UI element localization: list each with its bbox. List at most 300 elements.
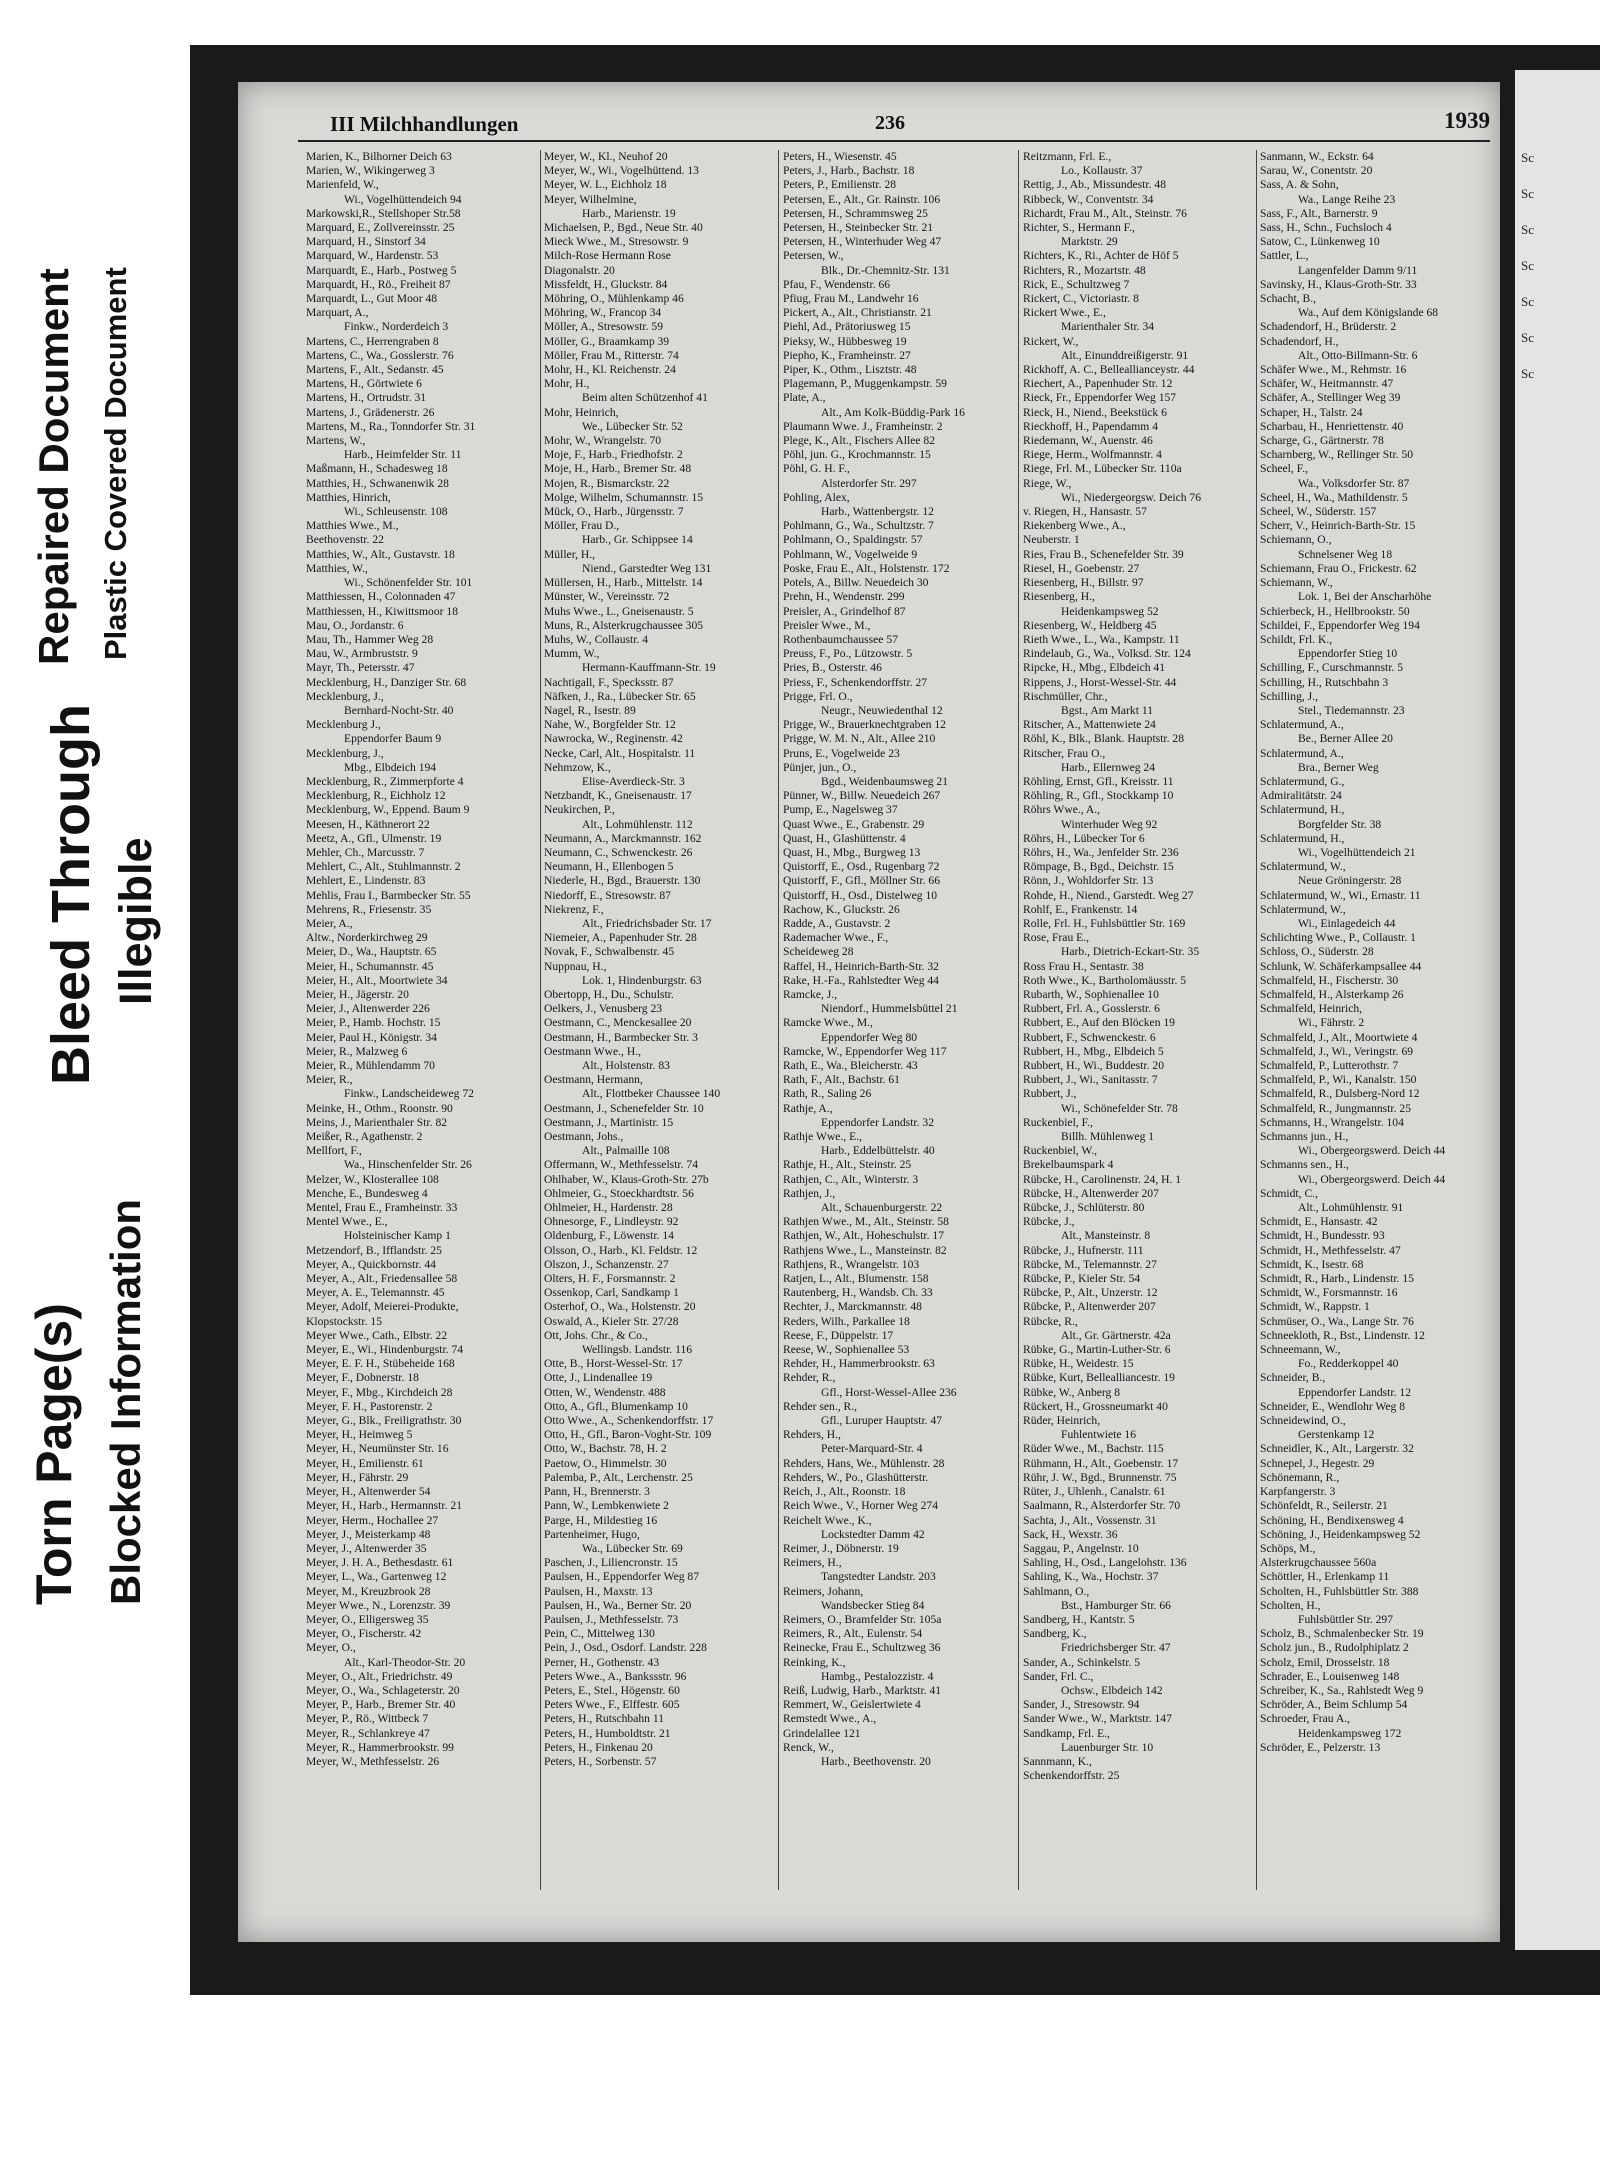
directory-entry: Mecklenburg, R., Zimmerpforte 4 [306,774,464,788]
directory-entry: Schlatermund, W., [1260,902,1346,916]
directory-entry: Reimers, H., [783,1556,842,1570]
directory-entry: Eppendorfer Landstr. 12 [1298,1385,1412,1399]
directory-entry: Pann, W., Lembkenwiete 2 [544,1499,669,1513]
directory-entry: Obertopp, H., Du., Schulstr. [544,987,674,1001]
directory-entry: Ott, Johs. Chr., & Co., [544,1328,648,1342]
directory-entry: Menche, E., Bundesweg 4 [306,1186,428,1200]
directory-entry: v. Riegen, H., Hansastr. 57 [1023,505,1147,519]
directory-entry: Möhring, W., Francop 34 [544,306,662,320]
directory-entry: Elise-Averdieck-Str. 3 [582,774,685,788]
directory-entry: Alt., Schauenburgerstr. 22 [821,1201,943,1215]
directory-entry: Prigge, Frl. O., [783,689,853,703]
directory-entry: Schrader, E., Louisenweg 148 [1260,1669,1400,1683]
directory-entry: Sanmann, W., Eckstr. 64 [1260,150,1374,163]
directory-entry: Rieckhoff, H., Papendamm 4 [1023,419,1159,433]
directory-entry: Schmidt, E., Hansastr. 42 [1260,1215,1378,1229]
column-4 [1023,150,1253,1783]
directory-entry: Borgfelder Str. 38 [1298,817,1382,831]
directory-entry: Rübcke, P., Alt., Unzerstr. 12 [1023,1286,1158,1300]
directory-entry: Heidenkampsweg 172 [1298,1726,1402,1740]
directory-entry: Schmidt, W., Forsmannstr. 16 [1260,1286,1398,1300]
directory-entry: Ochsw., Elbdeich 142 [1061,1683,1163,1697]
directory-entry: Meyer, O., Alt., Friedrichstr. 49 [306,1669,453,1683]
directory-entry: Plaumann Wwe. J., Framheinstr. 2 [783,419,943,433]
directory-entry: Reese, F., Düppelstr. 17 [783,1328,894,1342]
torn-pages-label: Torn Page(s) [26,1303,82,1605]
directory-entry: Sandberg, K., [1023,1627,1087,1641]
directory-entry: Meyer, W., Wi., Vogelhüttend. 13 [544,164,699,178]
directory-entry: Sahlmann, O., [1023,1584,1090,1598]
directory-entry: Sannmann, K., [1023,1754,1092,1768]
directory-entry: Rohlf, E., Frankenstr. 14 [1023,902,1138,916]
directory-entry: Schäfer, W., Heitmannstr. 47 [1260,377,1394,391]
directory-entry: Schmalfeld, J., Wi., Veringstr. 69 [1260,1044,1414,1058]
directory-entry: Scharbau, H., Henriettenstr. 40 [1260,419,1404,433]
directory-entry: Pruns, E., Vogelweide 23 [783,746,900,760]
directory-entry: Paulsen, H., Wa., Berner Str. 20 [544,1598,692,1612]
directory-entry: Melzer, W., Klosterallee 108 [306,1172,439,1186]
directory-entry: Ratjen, L., Alt., Blumenstr. 158 [783,1272,929,1286]
directory-entry: Matthies Wwe., M., [306,519,399,533]
directory-entry: Scherr, V., Heinrich-Barth-Str. 15 [1260,519,1416,533]
directory-entry: Pohlmann, W., Vogelweide 9 [783,547,918,561]
directory-entry: Fuhlsbüttler Str. 297 [1298,1612,1394,1626]
directory-entry: Schlatermund, G., [1260,774,1345,788]
directory-entry: Röhl, K., Blk., Blank. Hauptstr. 28 [1023,732,1185,746]
directory-entry: Mecklenburg, H., Danziger Str. 68 [306,675,467,689]
directory-entry: Mohr, W., Wrangelstr. 70 [544,434,662,448]
directory-entry: Altw., Norderkirchweg 29 [306,931,428,945]
directory-entry: Lok. 1, Hindenburgstr. 63 [582,973,702,987]
directory-entry: Wa., Lübecker Str. 69 [582,1541,683,1555]
directory-entry: Lauenburger Str. 10 [1061,1740,1154,1754]
directory-entry: Meier, P., Hamb. Hochstr. 15 [306,1016,441,1030]
column-3 [783,150,1013,1769]
directory-entry: Rindelaub, G., Wa., Volksd. Str. 124 [1023,647,1191,661]
directory-entry: Roth Wwe., K., Bartholomäusstr. 5 [1023,973,1187,987]
directory-entry: Offermann, W., Methfesselstr. 74 [544,1158,699,1172]
directory-entry: Matthies, Hinrich, [306,490,391,504]
directory-entry: Röhrs Wwe., A., [1023,803,1101,817]
directory-entry: Rippens, J., Horst-Wessel-Str. 44 [1023,675,1177,689]
directory-entry: Schmalfeld, P., Lutterothstr. 7 [1260,1059,1399,1072]
directory-entry: Mecklenburg J., [306,718,381,732]
directory-entry: Rathje, H., Alt., Steinstr. 25 [783,1158,912,1172]
blocked-information-label: Blocked Information [102,1198,149,1605]
directory-entry: Paulsen, H., Eppendorfer Weg 87 [544,1570,700,1584]
directory-entry: Reimers, Johann, [783,1584,864,1598]
directory-entry: Meyer, E., Wi., Hindenburgstr. 74 [306,1343,464,1357]
directory-entry: Richardt, Frau M., Alt., Steinstr. 76 [1023,206,1187,220]
directory-entry: Gerstenkamp 12 [1298,1428,1375,1442]
directory-entry: Rathjen, J., [783,1186,836,1200]
directory-entry: Meyer Wwe., Cath., Elbstr. 22 [306,1328,448,1342]
directory-entry: Schmidt, C., [1260,1186,1318,1200]
directory-entry: Quast, H., Glashüttenstr. 4 [783,831,906,845]
section-title: III Milchhandlungen [330,112,519,136]
directory-entry: Neuberstr. 1 [1023,533,1080,547]
directory-entry: Römpage, B., Bgd., Deichstr. 15 [1023,860,1174,874]
directory-entry: Mau, W., Armbruststr. 9 [306,647,418,661]
directory-entry: Schenkendorffstr. 25 [1023,1769,1120,1783]
directory-entry: Langenfelder Damm 9/11 [1298,263,1418,277]
directory-entry: Pünjer, jun., O., [783,760,857,774]
directory-entry: Pöhl, G. H. F., [783,462,850,476]
directory-entry: Harb., Gr. Schippsee 14 [582,533,693,547]
directory-entry: Pein, J., Osd., Osdorf. Landstr. 228 [544,1641,707,1655]
directory-entry: Schadendorf, H., [1260,334,1339,348]
directory-entry: Tangstedter Landstr. 203 [821,1570,936,1584]
directory-entry: Scholz, Emil, Drosselstr. 18 [1260,1655,1390,1669]
directory-entry: Meetz, A., Gfl., Ulmenstr. 19 [306,831,442,845]
directory-entry: Rathje, A., [783,1101,833,1115]
directory-entry: Hambg., Pestalozzistr. 4 [821,1669,934,1683]
directory-entry: Schmidt, H., Methfesselstr. 47 [1260,1243,1401,1257]
directory-entry: Savinsky, H., Klaus-Groth-Str. 33 [1260,277,1417,291]
directory-entry: Bra., Berner Weg [1298,760,1379,774]
directory-entry: Poske, Frau E., Alt., Holstenstr. 172 [783,561,950,575]
directory-entry: Meyer, H., Altenwerder 54 [306,1485,431,1499]
directory-entry: Palemba, P., Alt., Lerchenstr. 25 [544,1470,693,1484]
directory-entry: Alt., Karl-Theodor-Str. 20 [344,1655,466,1669]
directory-entry: Rickhoff, A. C., Belleallianceystr. 44 [1023,363,1195,377]
directory-entry: Meyer, R., Schlankreye 47 [306,1726,430,1740]
directory-entry: Peters, E., Stel., Högenstr. 60 [544,1683,680,1697]
directory-entry: Riesel, H., Goebenstr. 27 [1023,561,1140,575]
directory-entry: Rieth Wwe., L., Wa., Kampstr. 11 [1023,632,1180,646]
directory-entry: Reimers, R., Alt., Eulenstr. 54 [783,1627,923,1641]
directory-entry: Scheel, F., [1260,462,1309,476]
directory-entry: Paetow, O., Himmelstr. 30 [544,1456,667,1470]
directory-entry: Alt., Otto-Billmann-Str. 6 [1298,348,1418,362]
directory-entry: Rathjen, W., Alt., Hoheschulstr. 17 [783,1229,945,1243]
directory-entry: Harb., Dietrich-Eckart-Str. 35 [1061,945,1200,959]
directory-entry: Wi., Vogelhüttendeich 94 [344,192,462,206]
directory-entry: Scheel, H., Wa., Mathildenstr. 5 [1260,490,1408,504]
column-divider [1256,150,1257,1890]
directory-entry: Meyer Wwe., N., Lorenzstr. 39 [306,1598,451,1612]
directory-entry: Sander, A., Schinkelstr. 5 [1023,1655,1141,1669]
directory-entry: Oestmann, H., Barmbecker Str. 3 [544,1030,698,1044]
directory-entry: Sattler, L., [1260,249,1309,263]
repaired-document-label: Repaired Document [30,268,77,665]
directory-entry: Martens, W., [306,434,366,448]
directory-entry: Scheideweg 28 [783,945,854,959]
column-5 [1260,150,1490,1755]
directory-entry: Schöttler, H., Erlenkamp 11 [1260,1570,1390,1584]
directory-entry: Ohlmeier, G., Stoeckhardtstr. 56 [544,1186,694,1200]
directory-entry: Olszon, J., Schanzenstr. 27 [544,1257,669,1271]
directory-entry: Alt., Holstenstr. 83 [582,1059,670,1072]
directory-entry: Reich Wwe., V., Horner Weg 274 [783,1499,939,1513]
directory-entry: Münster, W., Vereinsstr. 72 [544,590,670,604]
directory-entry: Harb., Beethovenstr. 20 [821,1754,931,1768]
directory-entry: Mumm, W., [544,647,600,661]
directory-entry: Beim alten Schützenhof 41 [582,391,708,405]
directory-entry: Schröder, A., Beim Schlump 54 [1260,1698,1408,1712]
plastic-covered-document-label: Plastic Covered Document [98,267,133,660]
directory-entry: Oestmann, Hermann, [544,1073,643,1087]
directory-entry: Oestmann, J., Martinistr. 15 [544,1115,674,1129]
directory-entry: Rath, R., Saling 26 [783,1087,872,1101]
directory-entry: Meier, R., Malzweg 6 [306,1044,408,1058]
directory-entry: Martens, M., Ra., Tonndorfer Str. 31 [306,419,476,433]
header-rule [298,140,1490,142]
directory-entry: Möller, A., Stresowstr. 59 [544,320,664,334]
directory-entry: Saalmann, R., Alsterdorfer Str. 70 [1023,1499,1181,1513]
directory-entry: Alsterkrugchaussee 560a [1260,1556,1377,1570]
directory-entry: Matthiessen, H., Colonnaden 47 [306,590,456,604]
directory-entry: Ritscher, A., Mattenwiete 24 [1023,718,1156,732]
directory-entry: Reders, Wilh., Parkallee 18 [783,1314,910,1328]
directory-entry: Blk., Dr.-Chemnitz-Str. 131 [821,263,950,277]
directory-entry: Fo., Redderkoppel 40 [1298,1357,1399,1371]
directory-entry: Richters, K., Ri., Achter de Höf 5 [1023,249,1179,263]
next-page-fragment: Sc [1521,330,1534,345]
directory-entry: Müllersen, H., Harb., Mittelstr. 14 [544,576,703,590]
directory-entry: Peters Wwe., A., Bankssstr. 96 [544,1669,687,1683]
directory-entry: Schiemann, Frau O., Frickestr. 62 [1260,561,1417,575]
directory-entry: Mecklenburg, W., Eppend. Baum 9 [306,803,470,817]
directory-entry: Martens, F., Alt., Sedanstr. 45 [306,363,444,377]
directory-entry: Perner, H., Gothenstr. 43 [544,1655,660,1669]
directory-entry: Meyer, W., Methfesselstr. 26 [306,1754,440,1768]
directory-entry: Meyer, H., Heimweg 5 [306,1428,413,1442]
directory-entry: Prigge, W., Brauerknechtgraben 12 [783,718,946,732]
directory-entry: Rickert, W., [1023,334,1079,348]
directory-entry: Schneider, E., Wendlohr Weg 8 [1260,1399,1406,1413]
directory-entry: Sander, Frl. C., [1023,1669,1094,1683]
directory-entry: Markowski,R., Stellshoper Str.58 [306,206,461,220]
directory-entry: Rathjens, R., Wrangelstr. 103 [783,1257,920,1271]
directory-entry: Sandberg, H., Kantstr. 5 [1023,1612,1135,1626]
directory-entry: Mau, Th., Hammer Weg 28 [306,632,434,646]
directory-entry: Wi., Obergeorgswerd. Deich 44 [1298,1144,1446,1158]
directory-entry: Quistorff, H., Osd., Distelweg 10 [783,888,938,902]
directory-entry: Marktstr. 29 [1061,235,1118,249]
directory-entry: Rubbert, H., Wi., Buddestr. 20 [1023,1059,1165,1072]
directory-entry: Pickert, A., Alt., Christianstr. 21 [783,306,932,320]
directory-entry: Mbg., Elbdeich 194 [344,760,437,774]
directory-entry: Bgst., Am Markt 11 [1061,703,1154,717]
directory-entry: Petersen, W., [783,249,844,263]
directory-entry: Schildt, Frl. K., [1260,632,1333,646]
directory-entry: Ramcke Wwe., M., [783,1016,873,1030]
directory-entry: Otto Wwe., A., Schenkendorffstr. 17 [544,1414,714,1428]
directory-entry: Meyer, E. F. H., Stübeheide 168 [306,1357,455,1371]
directory-entry: Rückert, H., Grossneumarkt 40 [1023,1399,1168,1413]
directory-entry: Rubbert, J., Wi., Sanitasstr. 7 [1023,1073,1158,1087]
directory-entry: Partenheimer, Hugo, [544,1527,640,1541]
directory-entry: Moje, F., Harb., Friedhofstr. 2 [544,448,683,462]
directory-entry: Rickert Wwe., E., [1023,306,1106,320]
directory-entry: Pünner, W., Billw. Neuedeich 267 [783,789,941,803]
directory-entry: Piper, K., Othm., Lisztstr. 48 [783,363,917,377]
directory-entry: Schmidt, W., Rappstr. 1 [1260,1300,1370,1314]
directory-entry: Schildei, F., Eppendorfer Weg 194 [1260,618,1420,632]
directory-entry: Rieck, Fr., Eppendorfer Weg 157 [1023,391,1177,405]
directory-entry: Rubbert, J., [1023,1087,1077,1101]
directory-entry: Rath, F., Alt., Bachstr. 61 [783,1073,900,1087]
directory-entry: Rübcke, R., [1023,1314,1078,1328]
directory-entry: Ruckenbiel, W., [1023,1144,1098,1158]
directory-entry: Meißer, R., Agathenstr. 2 [306,1130,423,1144]
directory-entry: Wa., Auf dem Königslande 68 [1298,306,1439,320]
directory-entry: Rüder, Heinrich, [1023,1414,1101,1428]
directory-entry: Saggau, P., Angelnstr. 10 [1023,1541,1139,1555]
directory-entry: Osterhof, O., Wa., Holstenstr. 20 [544,1300,696,1314]
directory-entry: Alt., Lohmühlenstr. 91 [1298,1201,1404,1215]
bleed-through-label: Bleed Through [41,704,101,1085]
directory-entry: Peters, H., Rutschbahn 11 [544,1712,665,1726]
directory-entry: Schmanns jun., H., [1260,1130,1349,1144]
directory-entry: Ramcke, J., [783,987,838,1001]
directory-entry: Nehmzow, K., [544,760,611,774]
directory-entry: Otte, J., Lindenallee 19 [544,1371,653,1385]
directory-entry: Meyer, Herm., Hochallee 27 [306,1513,439,1527]
directory-entry: Rüter, J., Uhlenh., Canalstr. 61 [1023,1485,1166,1499]
directory-entry: Finkw., Landscheideweg 72 [344,1087,474,1101]
directory-entry: Beethovenstr. 22 [306,533,384,547]
directory-entry: Neumann, C., Schwenckestr. 26 [544,845,693,859]
directory-entry: Matthies, W., [306,561,368,575]
directory-entry: Pohling, Alex, [783,490,850,504]
directory-entry: Rühmann, H., Alt., Goebenstr. 17 [1023,1456,1179,1470]
directory-entry: Ohnesorge, F., Lindleystr. 92 [544,1215,679,1229]
directory-entry: Pieksy, W., Hübbesweg 19 [783,334,907,348]
directory-entry: Mehler, Ch., Marcusstr. 7 [306,845,425,859]
directory-entry: Rübke, W., Anberg 8 [1023,1385,1121,1399]
directory-entry: Rübcke, J., Schlüterstr. 80 [1023,1201,1145,1215]
directory-entry: Oswald, A., Kieler Str. 27/28 [544,1314,679,1328]
directory-entry: Neukirchen, P., [544,803,615,817]
directory-entry: Meyer, W. L., Eichholz 18 [544,178,667,192]
directory-entry: Meyer, Wilhelmine, [544,192,637,206]
directory-entry: Marienfeld, W., [306,178,379,192]
directory-entry: Rischmüller, Chr., [1023,689,1108,703]
directory-entry: Rose, Frau E., [1023,931,1090,945]
directory-entry: Oestmann, Johs., [544,1130,624,1144]
directory-entry: Wi., Vogelhüttendeich 21 [1298,845,1416,859]
directory-entry: Meier, R., Mühlendamm 70 [306,1059,435,1072]
directory-entry: Riege, W., [1023,476,1072,490]
directory-entry: Riesenberg, H., Billstr. 97 [1023,576,1144,590]
directory-entry: Schneekloth, R., Bst., Lindenstr. 12 [1260,1328,1425,1342]
directory-entry: Meyer, F., Mbg., Kirchdeich 28 [306,1385,453,1399]
directory-entry: Mohr, H., [544,377,590,391]
directory-entry: Rathjens Wwe., L., Mansteinstr. 82 [783,1243,947,1257]
directory-entry: Mentel Wwe., E., [306,1215,388,1229]
directory-entry: Matthies, W., Alt., Gustavstr. 18 [306,547,455,561]
directory-entry: Sandkamp, Frl. E., [1023,1726,1110,1740]
directory-entry: Sachta, J., Alt., Vossenstr. 31 [1023,1513,1157,1527]
directory-entry: Petersen, E., Alt., Gr. Rainstr. 106 [783,192,941,206]
directory-entry: Lo., Kollaustr. 37 [1061,164,1143,178]
directory-entry: Meier, H., Alt., Moortwiete 34 [306,973,448,987]
directory-entry: Meyer, P., Rö., Wittbeck 7 [306,1712,429,1726]
directory-entry: Schmidt, R., Harb., Lindenstr. 15 [1260,1272,1414,1286]
directory-entry: Be., Berner Allee 20 [1298,732,1393,746]
directory-entry: Schmidt, K., Isestr. 68 [1260,1257,1364,1271]
directory-entry: Friedrichsberger Str. 47 [1061,1641,1171,1655]
directory-entry: Schlatermund, A., [1260,718,1344,732]
directory-entry: Mehlis, Frau I., Barmbecker Str. 55 [306,888,471,902]
directory-entry: Rettig, J., Ab., Missundestr. 48 [1023,178,1167,192]
directory-entry: Wellingsb. Landstr. 116 [582,1343,693,1357]
directory-entry: Harb., Ellernweg 24 [1061,760,1156,774]
directory-entry: Rothenbaumchaussee 57 [783,632,898,646]
directory-entry: Wa., Volksdorfer Str. 87 [1298,476,1410,490]
directory-entry: Quast Wwe., E., Grabenstr. 29 [783,817,925,831]
directory-entry: Fuhlentwiete 16 [1061,1428,1137,1442]
directory-entry: Lockstedter Damm 42 [821,1527,925,1541]
directory-entry: Missfeldt, H., Gluckstr. 84 [544,277,668,291]
directory-entry: Rübcke, H., Carolinenstr. 24, H. 1 [1023,1172,1182,1186]
directory-entry: Schlatermund, W., [1260,860,1346,874]
directory-entry: Michaelsen, P., Bgd., Neue Str. 40 [544,221,703,235]
directory-entry: Otto, H., Gfl., Baron-Voght-Str. 109 [544,1428,712,1442]
directory-entry: Renck, W., [783,1740,834,1754]
directory-entry: Rühr, J. W., Bgd., Brunnenstr. 75 [1023,1470,1177,1484]
directory-entry: Niemeier, A., Papenhuder Str. 28 [544,931,697,945]
directory-entry: Meier, R., [306,1073,353,1087]
directory-entry: Riesenberg, H., [1023,590,1095,604]
directory-entry: Niekrenz, F., [544,902,604,916]
directory-entry: Ripcke, H., Mbg., Elbdeich 41 [1023,661,1166,675]
next-page-fragment: Sc [1521,222,1534,237]
directory-entry: Reinecke, Frau E., Schultzweg 36 [783,1641,941,1655]
directory-entry: Marquard, H., Sinstorf 34 [306,235,426,249]
directory-entry: Ossenkop, Carl, Sandkamp 1 [544,1286,679,1300]
directory-entry: Niendorf., Hummelsbüttel 21 [821,1002,958,1016]
directory-entry: Scholz jun., B., Rudolphiplatz 2 [1260,1641,1409,1655]
directory-entry: Schmüser, O., Wa., Lange Str. 76 [1260,1314,1414,1328]
directory-entry: Meyer, Adolf, Meierei-Produkte, [306,1300,459,1314]
directory-entry: Reitzmann, Frl. E., [1023,150,1112,163]
directory-entry: Reichelt Wwe., K., [783,1513,872,1527]
directory-entry: Scholten, H., Fuhlsbüttler Str. 388 [1260,1584,1419,1598]
directory-entry: Plagemann, P., Muggenkampstr. 59 [783,377,947,391]
directory-entry: Heidenkampsweg 52 [1061,604,1159,618]
directory-entry: Rathjen Wwe., M., Alt., Steinstr. 58 [783,1215,949,1229]
directory-entry: Holsteinischer Kamp 1 [344,1229,451,1243]
directory-entry: Oestmann Wwe., H., [544,1044,642,1058]
directory-entry: Ohlhaber, W., Klaus-Groth-Str. 27b [544,1172,709,1186]
directory-entry: Eppendorfer Landstr. 32 [821,1115,935,1129]
directory-entry: Prigge, W. M. N., Alt., Allee 210 [783,732,936,746]
directory-entry: Mojen, R., Bismarckstr. 22 [544,476,670,490]
directory-entry: Rathjen, C., Alt., Winterstr. 3 [783,1172,919,1186]
directory-entry: Schierbeck, H., Hellbrookstr. 50 [1260,604,1410,618]
directory-entry: Meyer, A., Alt., Friedensallee 58 [306,1272,458,1286]
directory-entry: Riege, Herm., Wolfmannstr. 4 [1023,448,1162,462]
directory-entry: Sass, A. & Sohn, [1260,178,1339,192]
directory-entry: Hermann-Kauffmann-Str. 19 [582,661,716,675]
directory-entry: Raffel, H., Heinrich-Barth-Str. 32 [783,959,939,973]
directory-entry: Neugr., Neuwiedenthal 12 [821,703,943,717]
directory-entry: Schlunk, W. Schäferkampsallee 44 [1260,959,1422,973]
directory-entry: Rath, E., Wa., Bleicherstr. 43 [783,1059,918,1072]
directory-entry: Netzbandt, K., Gneisenaustr. 17 [544,789,692,803]
directory-entry: Pump, E., Nagelsweg 37 [783,803,898,817]
directory-entry: Martens, C., Herrengraben 8 [306,334,439,348]
directory-entry: Ritscher, Frau O., [1023,746,1106,760]
directory-entry: Preuss, F., Po., Lützowstr. 5 [783,647,913,661]
directory-entry: Peters, H., Humboldtstr. 21 [544,1726,671,1740]
next-page-fragment: Sc [1521,150,1534,165]
directory-entry: Oestmann, C., Menckesallee 20 [544,1016,692,1030]
directory-entry: Rübke, Kurt, Bellealliancestr. 19 [1023,1371,1175,1385]
